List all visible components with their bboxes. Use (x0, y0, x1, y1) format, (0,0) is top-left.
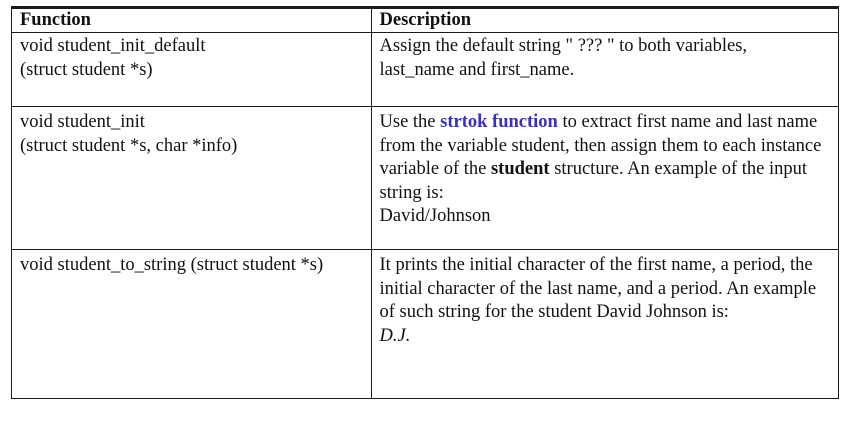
description-cell (371, 107, 838, 250)
description-column-header: Description (371, 8, 838, 33)
description-text: Use the (379, 112, 441, 132)
strtok-link[interactable]: strtok function (440, 112, 558, 132)
function-column-header: Function (12, 8, 372, 33)
example-output-string: D.J. (379, 325, 411, 346)
table-row (12, 33, 839, 107)
description-text: structure. An example of the input string is: (379, 159, 807, 203)
description-text: last_name and first_name. (379, 59, 575, 80)
function-cell (12, 33, 372, 107)
description-cell (371, 33, 838, 107)
description-text: Assign the default string " ??? " to both variables, (379, 36, 748, 56)
table-body (12, 33, 839, 399)
student-struct-name: student (490, 159, 550, 179)
description-cell (371, 250, 838, 399)
function-cell (12, 107, 372, 250)
function-parameters-line: (struct student *s, char *info) (20, 135, 238, 156)
function-cell (12, 250, 372, 399)
function-table (11, 6, 839, 399)
table-row (12, 107, 839, 250)
table-header (12, 8, 839, 33)
header-row (12, 8, 839, 33)
function-signature-line: void student_to_string (struct student *s) (20, 255, 324, 275)
example-input-string: David/Johnson (379, 206, 491, 226)
description-text: to extract first name and last name from the variable student, then assign them to each instance variable of the (379, 112, 822, 179)
function-signature-line: void student_init_default (20, 36, 206, 56)
description-paragraph (380, 111, 830, 205)
function-parameters-line: (struct student *s) (20, 59, 153, 80)
function-signature-line: void student_init (20, 112, 145, 132)
description-text: It prints the initial character of the first name, a period, the initial character of the last name, and a period. An example of such string for the student David Johnson is: (379, 255, 817, 322)
table-row (12, 250, 839, 399)
